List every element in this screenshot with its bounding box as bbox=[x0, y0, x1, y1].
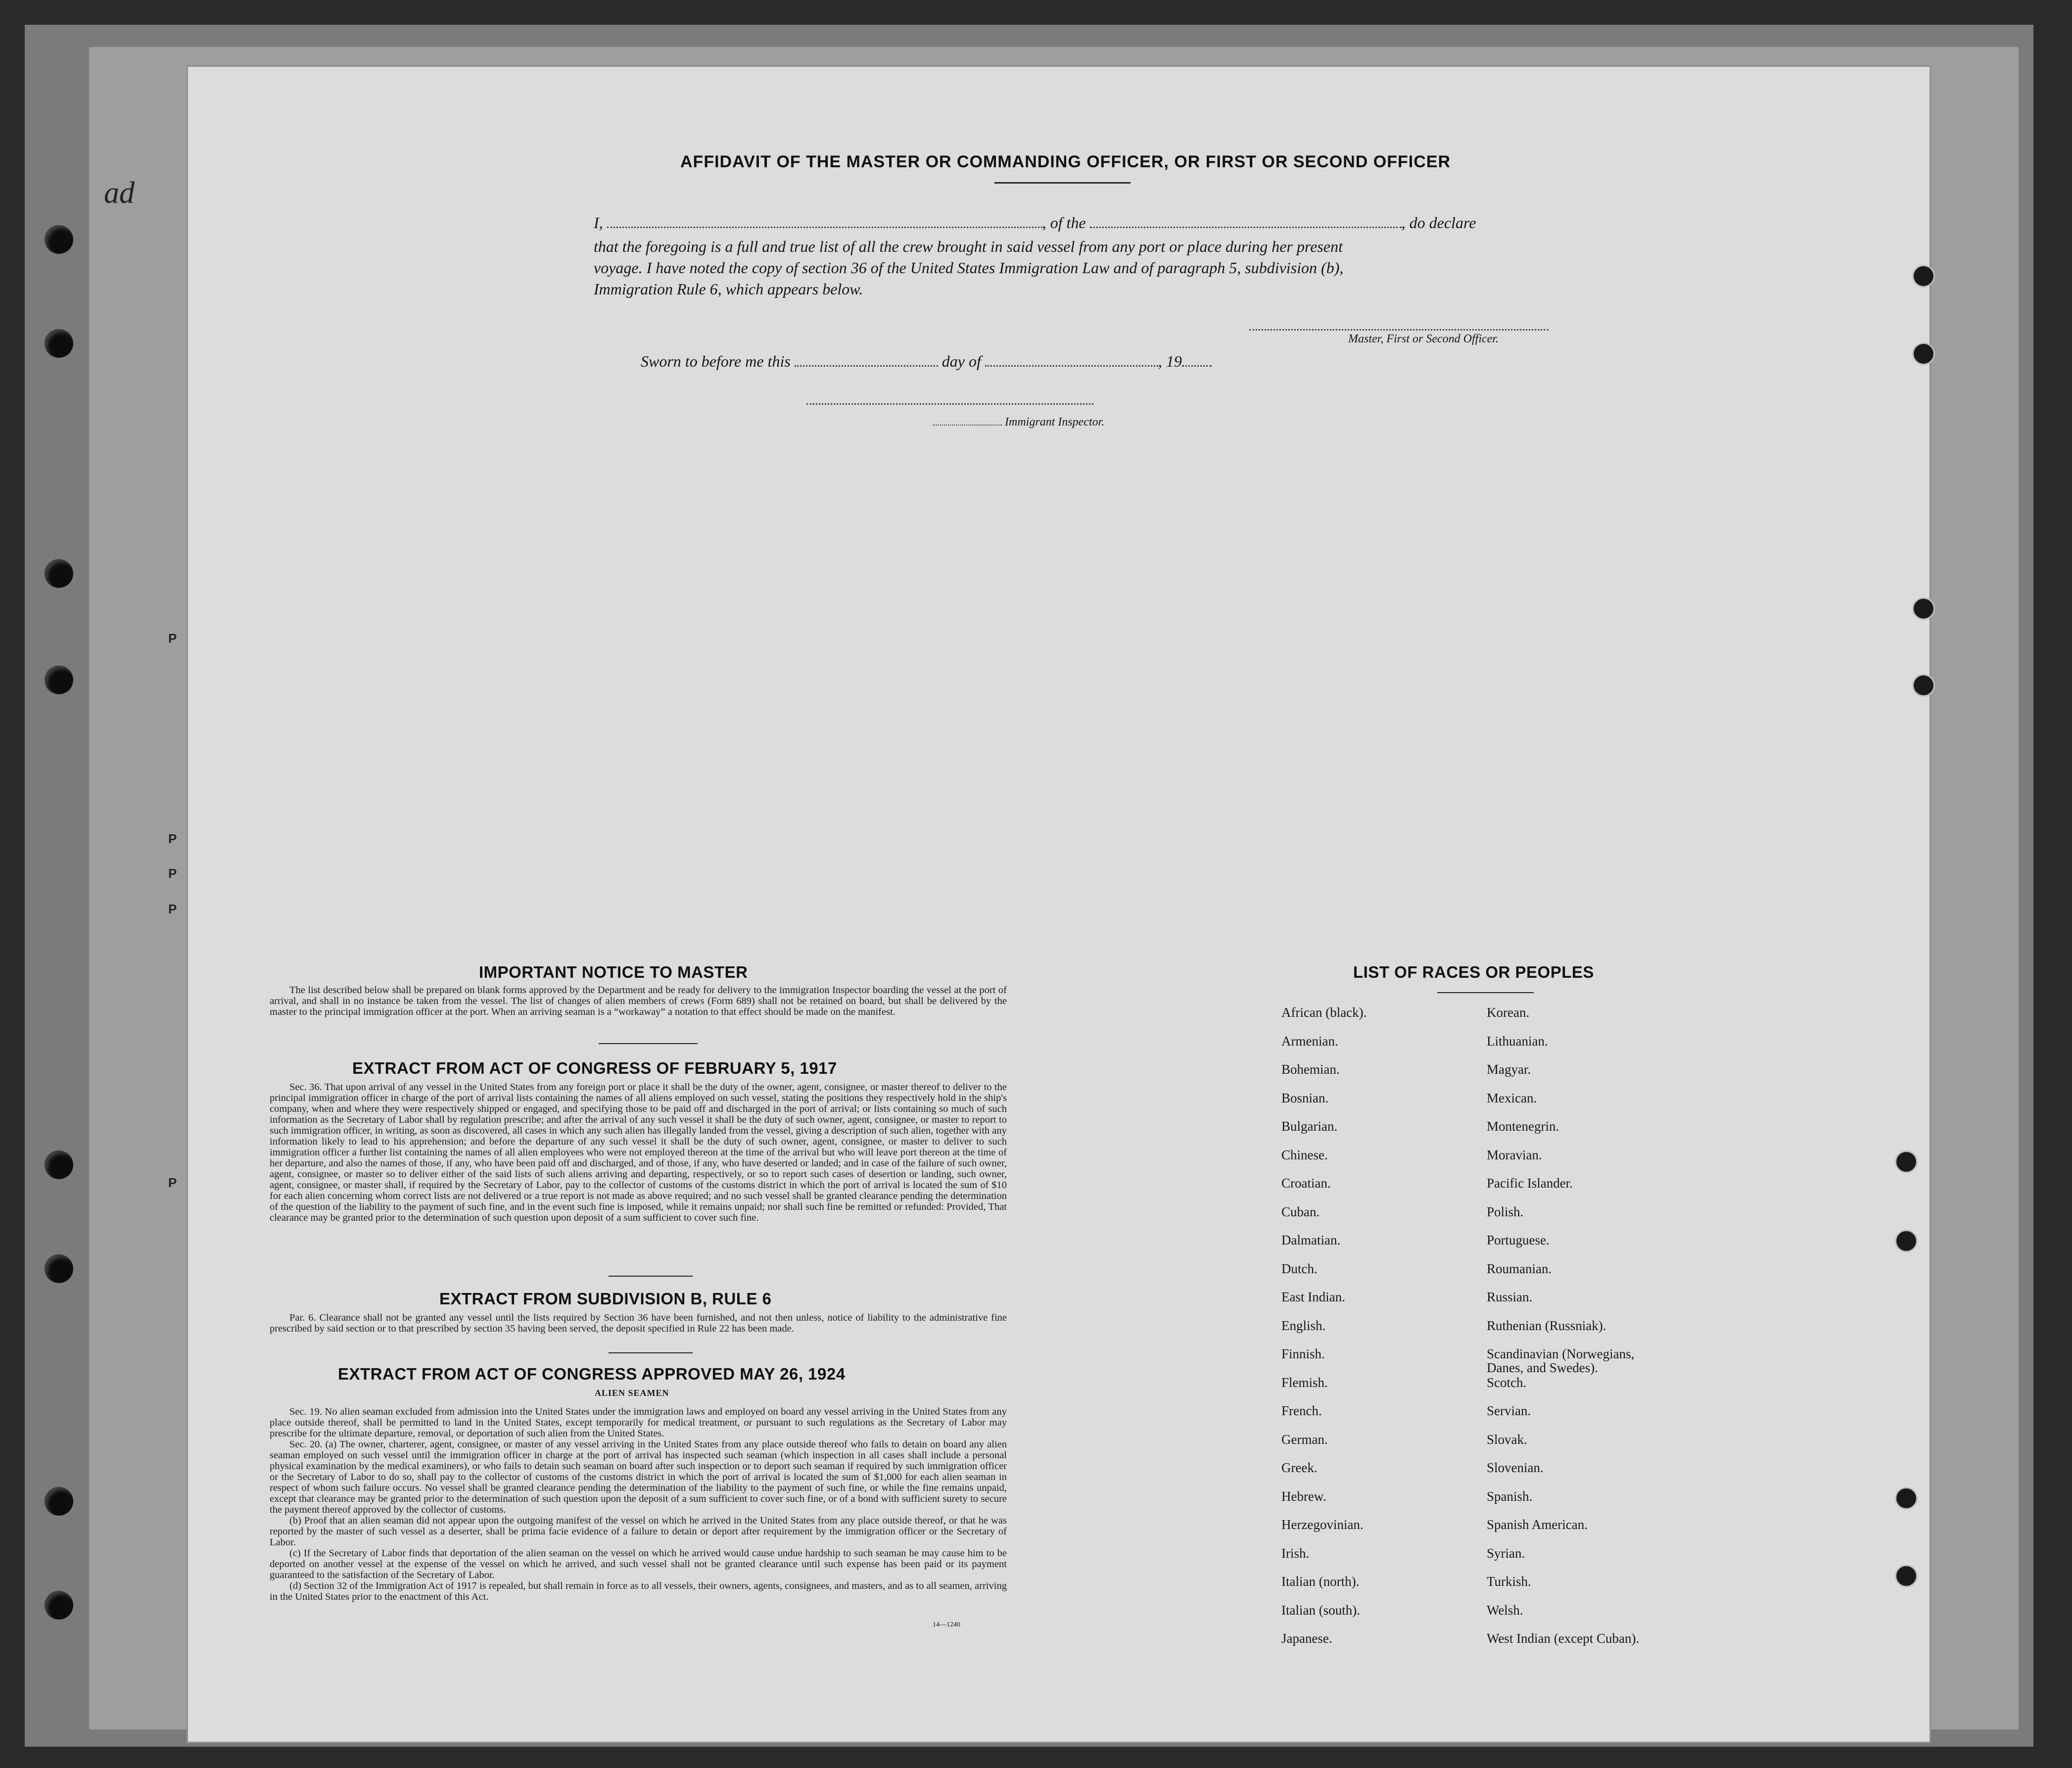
race-item: German. bbox=[1281, 1432, 1328, 1447]
race-item: Cuban. bbox=[1281, 1204, 1320, 1219]
race-item: Bulgarian. bbox=[1281, 1119, 1338, 1134]
race-item: Turkish. bbox=[1487, 1574, 1531, 1589]
race-item: Italian (north). bbox=[1281, 1574, 1360, 1589]
race-item: Lithuanian. bbox=[1487, 1033, 1548, 1049]
race-item: Slovenian. bbox=[1487, 1460, 1544, 1475]
extract-1917-title: EXTRACT FROM ACT OF CONGRESS OF FEBRUARY 5, 1917 bbox=[352, 1059, 837, 1077]
par6-text: Par. 6. Clearance shall not be granted any vessel until the lists required by Section 36 have been furnished, and not then unless, notice of liability to the administrative fine prescribed by said section or to that prescribed by section 35 having been served, the deposit specified in Rule 22 has been made. bbox=[270, 1312, 1007, 1334]
affidavit-title: AFFIDAVIT OF THE MASTER OR COMMANDING OFFICER, OR FIRST OR SECOND OFFICER bbox=[680, 152, 1451, 171]
race-item: Pacific Islander. bbox=[1487, 1176, 1573, 1191]
race-item: Mexican. bbox=[1487, 1090, 1537, 1105]
extract-1924-title: EXTRACT FROM ACT OF CONGRESS APPROVED MAY 26, 1924 bbox=[338, 1365, 846, 1383]
sec20b-text: (b) Proof that an alien seaman did not appear upon the outgoing manifest of the vessel on which he arrived in the United States from any place outside thereof, or that he was reported by the master of such vessel as a deserter, shall be prima facie evidence of a failure to detain or deport after requirement by the immigration officer or the Secretary of Labor. bbox=[270, 1515, 1007, 1548]
race-item: Herzegovinian. bbox=[1281, 1517, 1364, 1532]
race-item: Bosnian. bbox=[1281, 1090, 1329, 1105]
race-item: Croatian. bbox=[1281, 1176, 1331, 1191]
race-item: Spanish American. bbox=[1487, 1517, 1588, 1532]
punch-hole-icon bbox=[1912, 342, 1935, 365]
binder-hole-icon bbox=[45, 1150, 73, 1179]
race-item: Spanish. bbox=[1487, 1488, 1533, 1504]
sworn-month-field[interactable] bbox=[985, 365, 1158, 367]
race-item: Armenian. bbox=[1281, 1033, 1338, 1049]
binder-hole-icon bbox=[45, 1487, 73, 1516]
binder-hole-icon bbox=[45, 329, 73, 358]
notice-text: The list described below shall be prepared on blank forms approved by the Department and be ready for delivery to the immigration Inspector boarding the vessel at the port of arrival, and shall in no instance be taken from the vessel. The list of changes of alien members of crews (Form 689) shall not be retained on board, but shall be delivered by the master to the principal immigration officer at the port. When an arriving seaman is a “workaway” a notation to that effect should be made on the manifest. bbox=[270, 985, 1007, 1017]
race-item: Welsh. bbox=[1487, 1602, 1523, 1618]
rule6-divider bbox=[609, 1352, 693, 1353]
affidavit-line1 bbox=[594, 214, 1583, 232]
notice-divider bbox=[599, 1043, 698, 1044]
races-divider bbox=[1437, 992, 1534, 993]
sec20a-paragraph bbox=[270, 1439, 1007, 1515]
margin-letter: P bbox=[168, 631, 177, 646]
inspector-signature-line[interactable] bbox=[806, 403, 1093, 405]
race-item: Korean. bbox=[1487, 1005, 1530, 1020]
inspector-label bbox=[933, 416, 1104, 429]
inspector-leader bbox=[933, 425, 1002, 426]
sworn-year-field[interactable] bbox=[1182, 365, 1212, 367]
race-item: Slovak. bbox=[1487, 1432, 1527, 1447]
race-item: Roumanian. bbox=[1487, 1261, 1552, 1276]
margin-letter: P bbox=[168, 902, 177, 916]
sec19-paragraph bbox=[270, 1406, 1007, 1439]
name-field[interactable] bbox=[607, 227, 1042, 228]
race-item: Italian (south). bbox=[1281, 1602, 1360, 1618]
extract-1917-body bbox=[270, 1082, 1007, 1223]
sworn-day-field[interactable] bbox=[795, 365, 938, 367]
punch-hole-icon bbox=[1895, 1150, 1918, 1173]
race-item: Montenegrin. bbox=[1487, 1119, 1559, 1134]
punch-hole-icon bbox=[1895, 1487, 1918, 1510]
margin-letter: P bbox=[168, 1175, 177, 1190]
race-item: Ruthenian (Russniak). bbox=[1487, 1318, 1606, 1333]
race-item: Greek. bbox=[1281, 1460, 1318, 1475]
race-item: French. bbox=[1281, 1403, 1322, 1418]
affidavit-i: I, bbox=[594, 214, 603, 232]
sec20c-paragraph bbox=[270, 1548, 1007, 1580]
race-item: Irish. bbox=[1281, 1545, 1310, 1561]
race-item: Flemish. bbox=[1281, 1375, 1328, 1390]
race-item: Hebrew. bbox=[1281, 1488, 1326, 1504]
affidavit-line2: that the foregoing is a full and true list of all the crew brought in said vessel from any port or place during her present bbox=[594, 238, 1343, 255]
race-item: Syrian. bbox=[1487, 1545, 1525, 1561]
sec20c-text: (c) If the Secretary of Labor finds that deportation of the alien seaman on the vessel on which he arrived would cause undue hardship to such seaman he may cause him to be deported on another vessel at the expense of the vessel on which he arrived, and such vessel shall not be granted clearance until such expense has been paid or its payment guaranteed to the satisfaction of the Secretary of Labor. bbox=[270, 1548, 1007, 1580]
margin-letter: P bbox=[168, 866, 177, 881]
race-item: Russian. bbox=[1487, 1290, 1533, 1304]
notice-body bbox=[270, 985, 1007, 1017]
binder-hole-icon bbox=[45, 1591, 73, 1620]
rule6-title: EXTRACT FROM SUBDIVISION B, RULE 6 bbox=[439, 1290, 772, 1308]
inspector-label-text: Immigrant Inspector. bbox=[1005, 416, 1105, 429]
officer-signature-label: Master, First or Second Officer. bbox=[1348, 333, 1499, 345]
race-item: West Indian (except Cuban). bbox=[1487, 1631, 1640, 1646]
race-item: Finnish. bbox=[1281, 1346, 1325, 1361]
race-item: Scandinavian (Norwegians, Danes, and Swedes). bbox=[1487, 1346, 1635, 1375]
notice-title: IMPORTANT NOTICE TO MASTER bbox=[479, 963, 748, 981]
race-item: Magyar. bbox=[1487, 1062, 1531, 1077]
binder-hole-icon bbox=[45, 225, 73, 254]
sworn-line bbox=[641, 352, 1212, 371]
sec20d-paragraph bbox=[270, 1580, 1007, 1602]
binder-hole-icon bbox=[45, 666, 73, 694]
affidavit-of-the: , of the bbox=[1042, 214, 1086, 232]
race-item: Servian. bbox=[1487, 1403, 1531, 1418]
sec20a-text: Sec. 20. (a) The owner, charterer, agent, consignee, or master of any vessel arriving in the United States from any place outside thereof who fails to detain on board any alien seaman employed on such vessel until the immigration officer in charge at the port of arrival has inspected such seaman (which inspection in all cases shall include a personal physical examination by the medical examiners), or who fails to detain such seaman on board after such inspection or to deport such seaman if required by such immigration officer or the Secretary of Labor to do so, shall pay to the collector of customs of the customs district in which the port of arrival is located the sum of $1,000 for each alien seaman in respect of whom such failure occurs. No vessel shall be granted clearance pending the determination of the liability to the payment of such fine, or while the fine remains unpaid, except that clearance may be granted prior to the determination of such question upon the deposit of a sum sufficient to cover such fine, or of a bond with sufficient surety to secure the payment thereof approved by the collector of customs. bbox=[270, 1439, 1007, 1515]
vessel-field[interactable] bbox=[1090, 227, 1402, 228]
sworn-day-label: day of bbox=[942, 352, 981, 370]
race-item: Portuguese. bbox=[1487, 1233, 1550, 1247]
races-column-1 bbox=[1281, 1005, 1469, 1660]
race-item: Dalmatian. bbox=[1281, 1233, 1341, 1247]
sec19-text: Sec. 19. No alien seaman excluded from admission into the United States under the immigration laws and employed on board any vessel arriving in the United States from any place outside thereof, shall be permitted to land in the United States, except temporarily for medical treatment, or pursuant to such regulations as the Secretary of Labor may prescribe for the ultimate departure, removal, or deportation of such alien from the United States. bbox=[270, 1406, 1007, 1439]
race-item: Japanese. bbox=[1281, 1631, 1332, 1646]
sec20b-paragraph bbox=[270, 1515, 1007, 1548]
race-item: Dutch. bbox=[1281, 1261, 1318, 1276]
race-item: Moravian. bbox=[1487, 1147, 1542, 1162]
sec36-text: Sec. 36. That upon arrival of any vessel in the United States from any foreign port or place it shall be the duty of the owner, agent, consignee, or master thereof to deliver to the principal immigration officer in charge of the port of arrival lists containing the names of all aliens employed on such vessel, stating the positions they respectively hold in the ship's company, when and where they were respectively shipped or engaged, and specifying those to be paid off and discharged in the port of arrival; or lists containing so much of such information as the Secretary of Labor shall by regulation prescribe; and after the arrival of any such vessel it shall be the duty of such owner, agent, consignee, or master to report to such immigration officer, in writing, as soon as discovered, all cases in which any such alien has illegally landed from the vessel, giving a description of such alien, together with any information likely to lead to his apprehension; and before the departure of any such vessel it shall be the duty of such owner, agent, consignee, or master to deliver to such immigration officer a further list containing the names of all alien employees who were not employed thereon at the time of the arrival but who will leave port thereon at the time of her departure, and also the names of those, if any, who have been paid off and discharged, and of those, if any, who have deserted or landed; and in case of the failure of such owner, agent, consignee, or master so to deliver either of the said lists of such aliens arriving and departing, respectively, or so to report such cases of desertion or landing, such owner, agent, consignee, or master shall, if required by the Secretary of Labor, pay to the collector of customs of the customs district in which the port of arrival is located the sum of $10 for each alien concerning whom correct lists are not delivered or a true report is not made as above required; and no such vessel shall be granted clearance pending the determination of the question of the liability to the payment of such fine, and in the event such fine is imposed, while it remains unpaid; nor shall such fine be remitted or refunded: Provided, That clearance may be granted prior to the determination of such question upon deposit of a sum sufficient to cover such fine. bbox=[270, 1082, 1007, 1223]
punch-hole-icon bbox=[1895, 1230, 1918, 1252]
officer-signature-line[interactable] bbox=[1249, 329, 1549, 331]
punch-hole-icon bbox=[1912, 597, 1935, 620]
races-column-2 bbox=[1487, 1005, 1685, 1660]
race-item: Chinese. bbox=[1281, 1147, 1328, 1162]
title-underline bbox=[994, 182, 1130, 184]
extract-1924-body bbox=[270, 1406, 1007, 1602]
alien-seamen-subtitle: ALIEN SEAMEN bbox=[595, 1388, 669, 1398]
sworn-year-label: , 19 bbox=[1158, 352, 1182, 370]
race-item: Bohemian. bbox=[1281, 1062, 1340, 1077]
race-item: Polish. bbox=[1487, 1204, 1524, 1219]
margin-handwriting: ad bbox=[104, 176, 135, 210]
race-item: Scotch. bbox=[1487, 1375, 1527, 1390]
race-item: English. bbox=[1281, 1318, 1326, 1333]
binder-hole-icon bbox=[45, 559, 73, 588]
binder-hole-icon bbox=[45, 1254, 73, 1283]
form-number: 14—1240 bbox=[933, 1621, 960, 1628]
sec20d-text: (d) Section 32 of the Immigration Act of 1917 is repealed, but shall remain in force as to all vessels, their owners, agents, consignees, and masters, and as to all seamen, arriving in the United States prior to the enactment of this Act. bbox=[270, 1580, 1007, 1602]
affidavit-line4: Immigration Rule 6, which appears below. bbox=[594, 280, 863, 298]
margin-letter: P bbox=[168, 831, 177, 846]
punch-hole-icon bbox=[1912, 265, 1935, 287]
sworn-prefix: Sworn to before me this bbox=[641, 352, 791, 370]
races-title: LIST OF RACES OR PEOPLES bbox=[1353, 963, 1594, 981]
race-item: East Indian. bbox=[1281, 1290, 1345, 1304]
extract-1917-divider bbox=[609, 1276, 693, 1277]
punch-hole-icon bbox=[1895, 1565, 1918, 1587]
race-item: African (black). bbox=[1281, 1005, 1367, 1020]
rule6-body bbox=[270, 1312, 1007, 1334]
affidavit-line3: voyage. I have noted the copy of section 36 of the United States Immigration Law and of paragraph 5, subdivision (b), bbox=[594, 259, 1344, 277]
punch-hole-icon bbox=[1912, 674, 1935, 697]
affidavit-declare: , do declare bbox=[1401, 214, 1476, 232]
